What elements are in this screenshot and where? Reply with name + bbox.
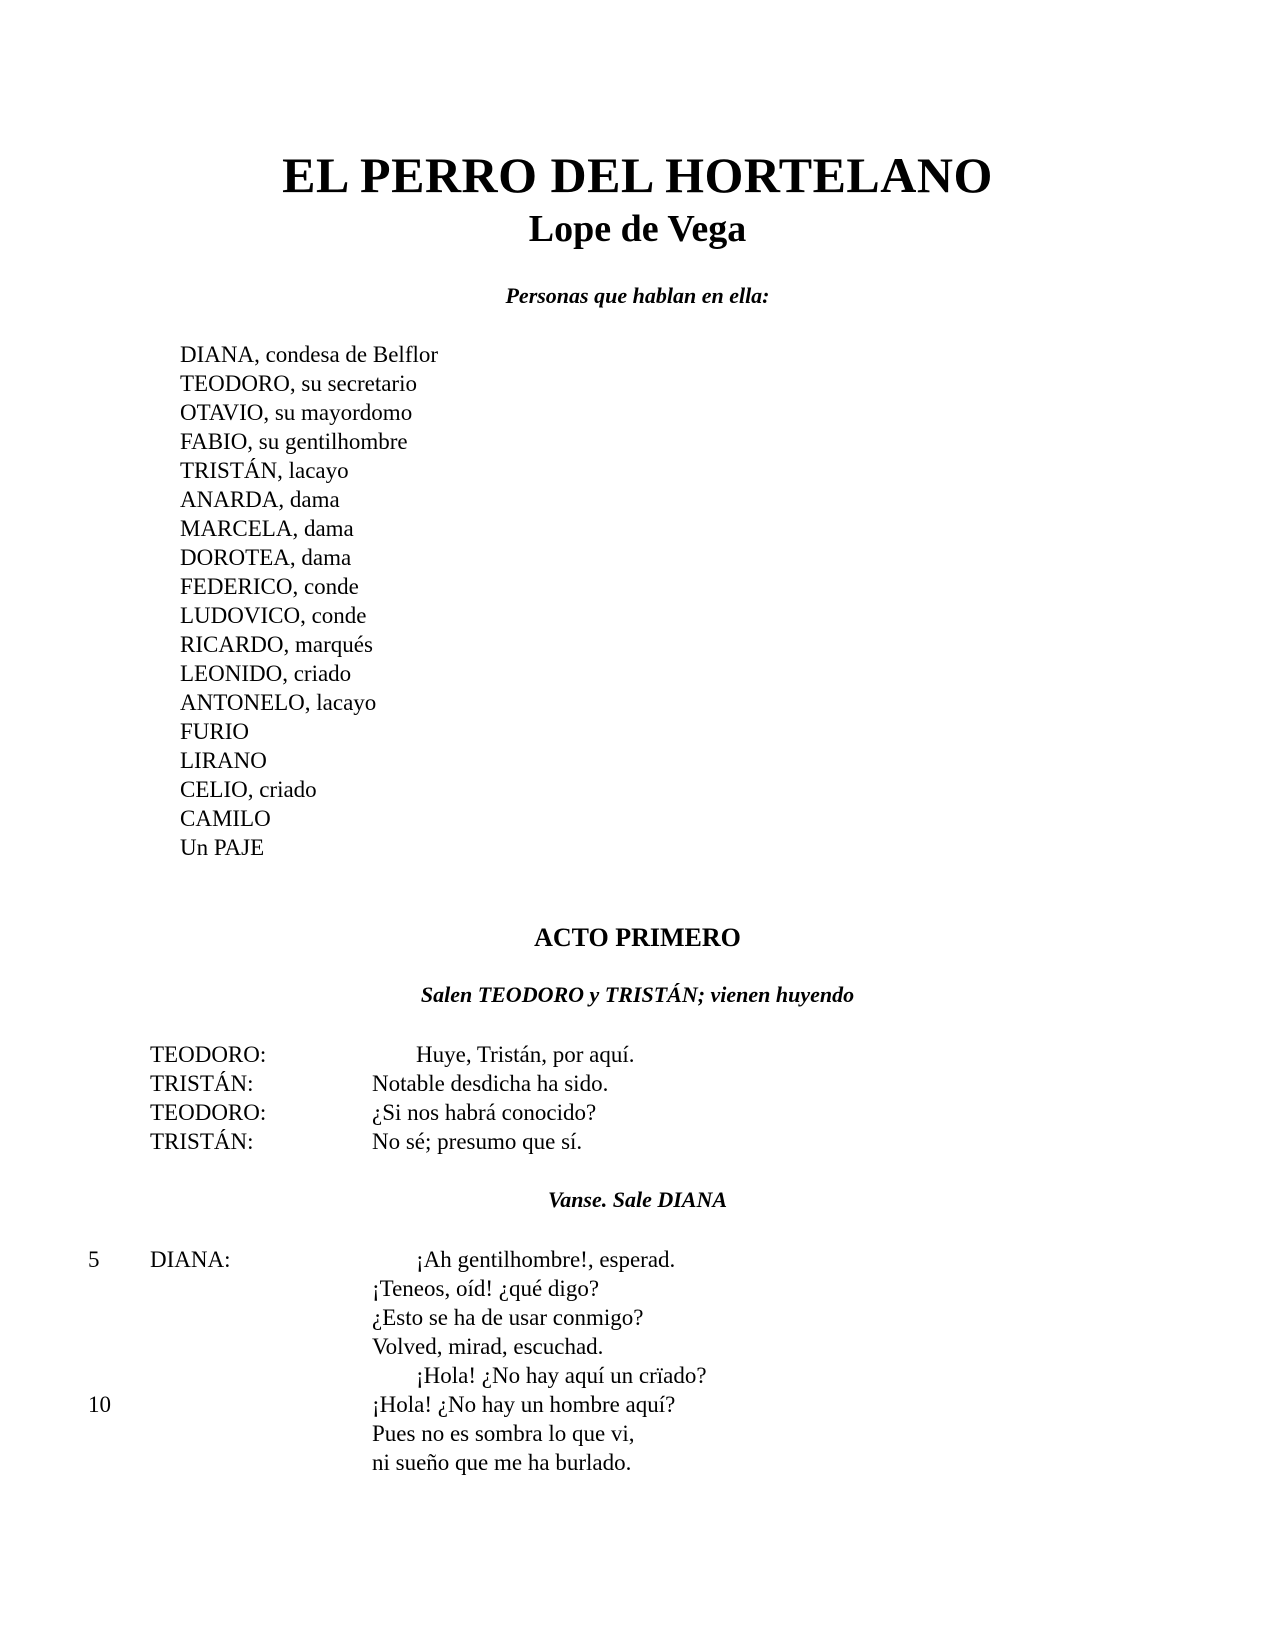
stage-direction: Salen TEODORO y TRISTÁN; vienen huyendo [420,982,855,1007]
line-number: 10 [88,1392,111,1417]
cast-item: DIANA, condesa de Belflor [180,342,439,367]
verse-text: ¡Teneos, oíd! ¿qué digo? [372,1276,600,1301]
cast-item: CELIO, criado [180,777,317,802]
stage-direction: Vanse. Sale DIANA [547,1187,728,1212]
cast-item: OTAVIO, su mayordomo [180,400,413,425]
verse-text: Notable desdicha ha sido. [372,1071,609,1096]
dialogue-line [0,1448,1275,1477]
cast-item: FABIO, su gentilhombre [180,429,408,454]
cast-list [180,340,438,862]
dialogue-line [0,1390,1275,1419]
verse-text: Volved, mirad, escuchad. [372,1334,604,1359]
cast-item: ANARDA, dama [180,487,340,512]
dialogue-line [0,1332,1275,1361]
verse-text: ¡Hola! ¿No hay un hombre aquí? [372,1392,676,1417]
cast-item: ANTONELO, lacayo [180,690,377,715]
verse-text: Huye, Tristán, por aquí. [416,1042,635,1067]
cast-item: DOROTEA, dama [180,545,352,570]
cast-item: FURIO [180,719,250,744]
cast-item: MARCELA, dama [180,516,354,541]
cast-item: LIRANO [180,748,267,773]
dialogue-line [0,1274,1275,1303]
speaker-name: DIANA: [150,1247,231,1272]
cast-item: TRISTÁN, lacayo [180,458,349,483]
verse-text: ni sueño que me ha burlado. [372,1450,632,1475]
act-title: ACTO PRIMERO [534,923,741,952]
cast-item: RICARDO, marqués [180,632,373,657]
speaker-name: TRISTÁN: [150,1129,254,1154]
cast-item: FEDERICO, conde [180,574,359,599]
verse-text: ¿Esto se ha de usar conmigo? [372,1305,644,1330]
verse-text: ¡Ah gentilhombre!, esperad. [416,1247,676,1272]
cast-item: TEODORO, su secretario [180,371,417,396]
speaker-name: TEODORO: [150,1042,267,1067]
cast-item: Un PAJE [180,835,265,860]
dialogue-line [0,1419,1275,1448]
cast-item: CAMILO [180,806,271,831]
personas-heading: Personas que hablan en ella: [505,283,770,308]
dialogue-line [0,1040,1275,1069]
dialogue-line [0,1098,1275,1127]
verse-text: No sé; presumo que sí. [372,1129,583,1154]
line-number: 5 [88,1247,100,1272]
cast-item: LUDOVICO, conde [180,603,367,628]
speaker-name: TRISTÁN: [150,1071,254,1096]
verse-text: Pues no es sombra lo que vi, [372,1421,635,1446]
cast-item: LEONIDO, criado [180,661,352,686]
verse-text: ¡Hola! ¿No hay aquí un crïado? [416,1363,707,1388]
dialogue-line [0,1303,1275,1332]
author-name: Lope de Vega [528,208,747,250]
verse-text: ¿Si nos habrá conocido? [372,1100,597,1125]
play-title: EL PERRO DEL HORTELANO [282,147,993,203]
dialogue-line [0,1361,1275,1390]
dialogue-line [0,1069,1275,1098]
dialogue-line [0,1127,1275,1156]
dialogue-line [0,1245,1275,1274]
speaker-name: TEODORO: [150,1100,267,1125]
